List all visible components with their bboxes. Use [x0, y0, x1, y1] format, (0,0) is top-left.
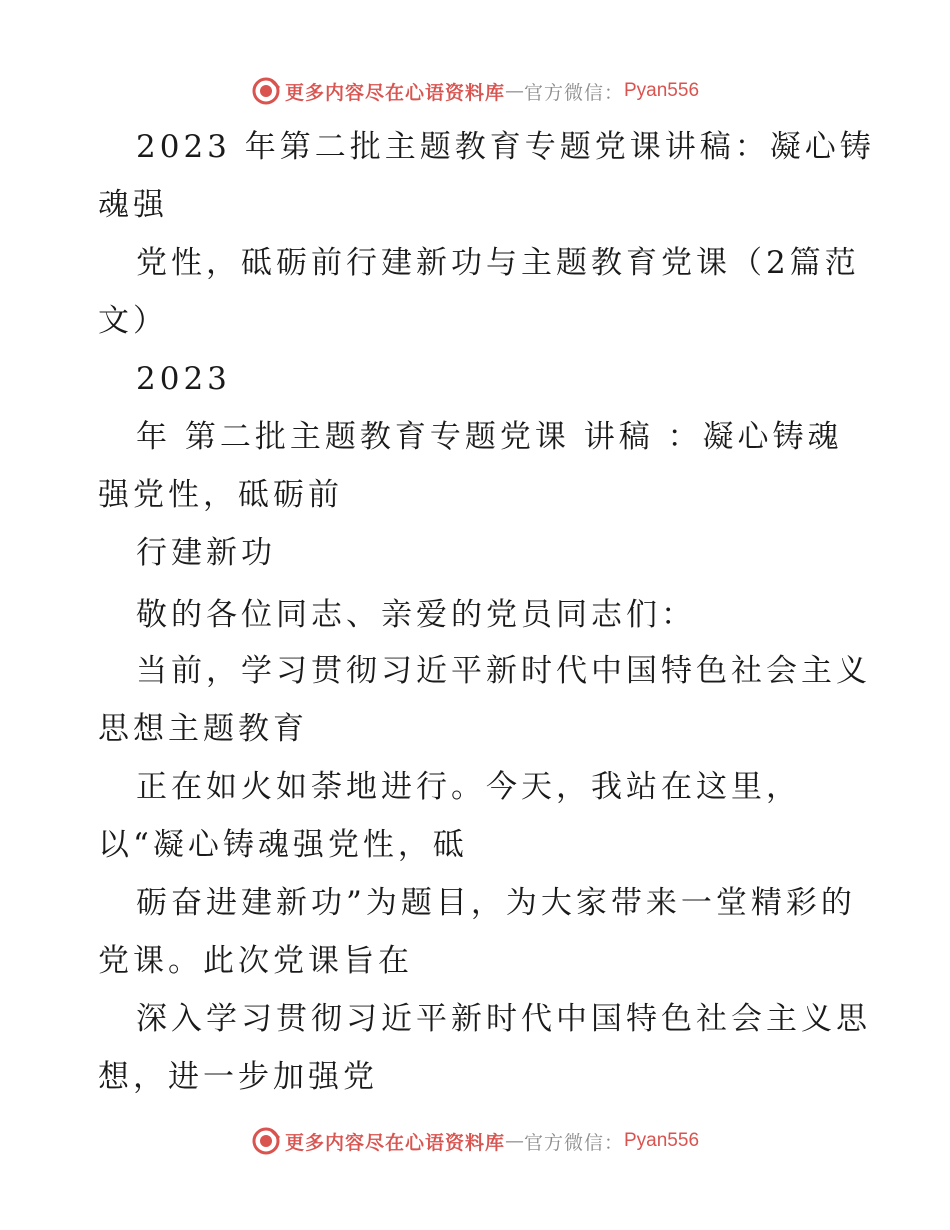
watermark-official: 官方微信： — [523, 1131, 624, 1154]
watermark-id: Pyan556 — [624, 1130, 700, 1151]
doc-text-line: 敬的各位同志、亲爱的党员同志们： — [136, 597, 696, 633]
doc-text-line: 强党性，砥砺前 — [98, 477, 343, 513]
doc-text-line: 2023 — [136, 361, 231, 397]
seal-logo-icon — [251, 76, 281, 106]
doc-title-line: 文） — [98, 303, 168, 339]
doc-text-line: 思想主题教育 — [98, 711, 308, 747]
watermark-dash: — — [504, 1130, 524, 1152]
doc-text-line: 行建新功 — [136, 535, 276, 571]
doc-text-line: 党课。此次党课旨在 — [98, 943, 413, 979]
doc-title-line: 2023 年第二批主题教育专题党课讲稿：凝心铸 — [136, 129, 875, 165]
doc-title-line: 魂强 — [98, 187, 168, 223]
doc-text-line: 正在如火如荼地进行。今天，我站在这里， — [136, 769, 801, 805]
doc-title-line: 党性，砥砺前行建新功与主题教育党课（2篇范 — [136, 245, 860, 281]
watermark-dash: — — [504, 80, 524, 102]
doc-text-line: 砺奋进建新功”为题目，为大家带来一堂精彩的 — [136, 885, 856, 921]
watermark-brand: 更多内容尽在心语资料库 — [284, 81, 505, 104]
doc-text-line: 当前，学习贯彻习近平新时代中国特色社会主义 — [136, 653, 871, 689]
watermark-brand: 更多内容尽在心语资料库 — [284, 1131, 505, 1154]
seal-logo-icon — [251, 1126, 281, 1156]
header-watermark — [0, 71, 950, 111]
footer-watermark — [0, 1121, 950, 1161]
doc-text-line: 深入学习贯彻习近平新时代中国特色社会主义思 — [136, 1001, 871, 1037]
doc-text-line: 年 第二批主题教育专题党课 讲稿 ：凝心铸魂 — [136, 419, 843, 455]
watermark-official: 官方微信： — [523, 81, 624, 104]
doc-text-line: 以“凝心铸魂强党性，砥 — [98, 827, 468, 863]
doc-text-line: 想，进一步加强党 — [98, 1059, 378, 1095]
watermark-id: Pyan556 — [624, 80, 700, 101]
